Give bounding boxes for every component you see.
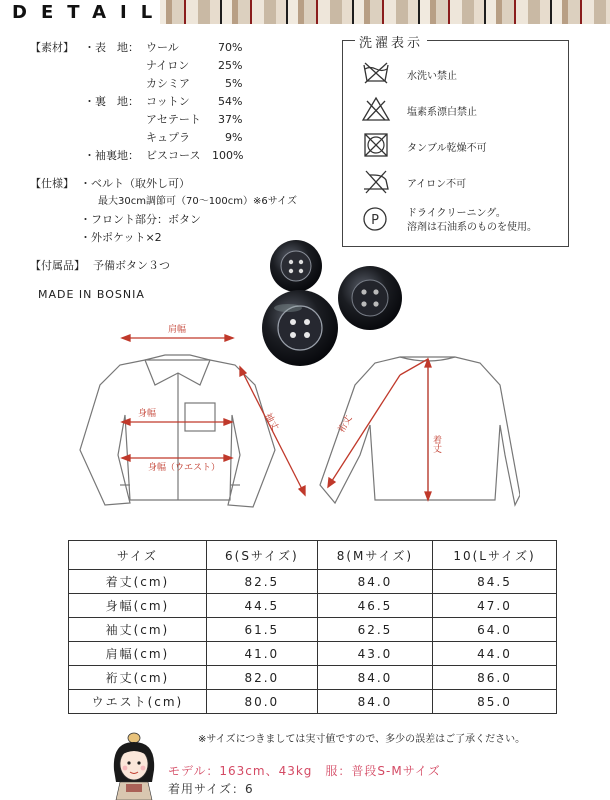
care-label-box	[342, 36, 569, 247]
table-row	[69, 666, 557, 690]
row-label: 身幅(cm)	[69, 594, 207, 618]
care-text: アイロン不可	[407, 179, 467, 190]
label-length: 着丈	[431, 435, 441, 453]
materials-label: 【素材】	[30, 41, 74, 54]
material-name: コットン	[146, 95, 190, 108]
material-prefix: ・袖裏地：	[84, 149, 139, 162]
origin-label: MADE IN BOSNIA	[38, 288, 145, 301]
table-row	[69, 618, 557, 642]
no-tumble-dry-icon	[361, 131, 391, 159]
label-shoulder: 肩幅	[168, 325, 187, 335]
row-label: ウエスト(cm)	[69, 690, 207, 714]
table-cell: 84.0	[317, 570, 432, 594]
table-cell: 47.0	[432, 594, 556, 618]
specs-label: 【仕様】	[30, 177, 74, 190]
material-prefix: ・裏 地：	[84, 95, 139, 108]
care-row	[361, 131, 561, 161]
table-cell: 80.0	[206, 690, 317, 714]
table-cell: 61.5	[206, 618, 317, 642]
row-label: 着丈(cm)	[69, 570, 207, 594]
header-cell: 6(Sサイズ)	[206, 541, 317, 570]
no-bleach-icon	[361, 95, 391, 123]
accessories-label: 【付属品】	[30, 259, 85, 272]
size-table	[68, 540, 557, 714]
care-row	[361, 167, 561, 197]
table-cell: 41.0	[206, 642, 317, 666]
material-pct: 70%	[218, 41, 243, 54]
row-label: 袖丈(cm)	[69, 618, 207, 642]
label-sleeve: 袖丈	[262, 411, 280, 433]
spec-front: ・フロント部分：ボタン	[80, 213, 201, 226]
material-prefix: ・表 地：	[84, 41, 139, 54]
care-text: タンブル乾燥不可	[407, 143, 487, 154]
material-pct: 9%	[225, 131, 243, 144]
header-cell: 10(Lサイズ)	[432, 541, 556, 570]
model-avatar-illustration	[108, 730, 160, 800]
material-name: ビスコース	[146, 149, 201, 162]
table-row	[69, 570, 557, 594]
table-cell: 84.0	[317, 666, 432, 690]
material-pct: 100%	[212, 149, 244, 162]
table-cell: 82.5	[206, 570, 317, 594]
table-cell: 44.5	[206, 594, 317, 618]
spec-pocket: ・外ポケット×2	[80, 231, 162, 244]
spec-belt-note: 最大30cm調節可（70〜100cm）※6サイズ	[98, 196, 297, 207]
table-header-row	[69, 541, 557, 570]
material-name: アセテート	[146, 113, 201, 126]
material-pct: 25%	[218, 59, 243, 72]
measurement-diagram	[60, 315, 520, 520]
table-row	[69, 642, 557, 666]
care-row	[361, 59, 561, 89]
header-cell: 8(Mサイズ)	[317, 541, 432, 570]
label-body-width: 身幅	[138, 409, 157, 419]
table-cell: 86.0	[432, 666, 556, 690]
row-label: 肩幅(cm)	[69, 642, 207, 666]
material-name: ウール	[146, 41, 179, 54]
size-note: ※サイズにつきましては実寸値ですので、多少の誤差はご了承ください。	[198, 734, 526, 745]
table-cell: 82.0	[206, 666, 317, 690]
label-waist: 身幅（ウエスト）	[148, 463, 221, 473]
material-pct: 5%	[225, 77, 243, 90]
no-iron-icon	[361, 167, 391, 195]
back-shirt-drawing	[320, 357, 520, 505]
care-row	[361, 95, 561, 125]
label-yuki: 裄丈	[336, 413, 355, 435]
table-cell: 84.5	[432, 570, 556, 594]
accessories-value: 予備ボタン３つ	[93, 259, 170, 272]
care-text: 水洗い禁止	[407, 71, 457, 82]
row-label: 裄丈(cm)	[69, 666, 207, 690]
table-row	[69, 594, 557, 618]
button-small-top	[270, 240, 322, 292]
material-pct: 37%	[218, 113, 243, 126]
table-cell: 84.0	[317, 690, 432, 714]
care-title: 洗濯表示	[355, 32, 427, 51]
model-info: モデル：163cm、43kg 服：普段S-Mサイズ	[168, 764, 441, 778]
header-pattern-band	[0, 0, 610, 24]
page-title: DETAIL	[12, 2, 167, 23]
dry-clean-p-icon	[361, 205, 391, 233]
p-symbol: P	[371, 213, 379, 228]
care-row	[361, 205, 561, 235]
diagram-labels	[138, 323, 442, 473]
table-cell: 43.0	[317, 642, 432, 666]
table-cell: 64.0	[432, 618, 556, 642]
no-wash-icon	[361, 59, 391, 87]
table-cell: 62.5	[317, 618, 432, 642]
model-wearing-size: 着用サイズ：6	[168, 782, 254, 796]
table-row	[69, 690, 557, 714]
care-text: ドライクリーニング。 溶剤は石油系のものを使用。	[407, 208, 537, 233]
table-cell: 46.5	[317, 594, 432, 618]
material-name: ナイロン	[146, 59, 190, 72]
table-cell: 44.0	[432, 642, 556, 666]
header-cell: サイズ	[69, 541, 207, 570]
care-text: 塩素系漂白禁止	[407, 107, 477, 118]
material-name: カシミア	[146, 77, 190, 90]
spec-belt: ・ベルト（取外し可）	[80, 177, 190, 190]
table-cell: 85.0	[432, 690, 556, 714]
material-name: キュプラ	[146, 131, 190, 144]
material-pct: 54%	[218, 95, 243, 108]
